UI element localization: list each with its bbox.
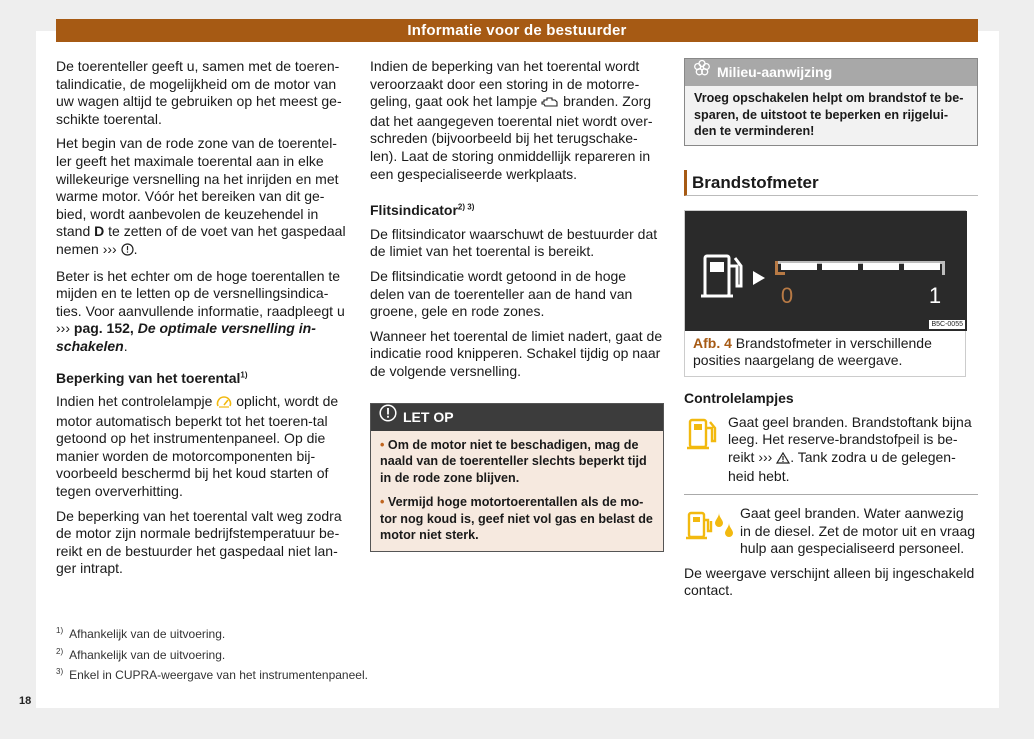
gauge-empty-label: 0 [780, 282, 794, 308]
page-reference-link[interactable]: pag. 152, [70, 320, 138, 337]
footnote-3: 3) Enkel in CUPRA-weergave van het instrumentenpaneel. [56, 667, 368, 682]
paragraph-shift-indication: Beter is het echter om de hoge toerentallen te mijden en te letten op de versnellingsindica-ties. Voor aanvullende informatie, raadpleegt u ››› pag. 152, De optimale versnelling in-schakelen. [56, 267, 345, 354]
chapter-header [56, 19, 978, 42]
gauge-pointer-icon [753, 271, 765, 285]
chapter-title: Informatie voor de bestuurder [407, 22, 627, 39]
warning-title: LET OP [403, 408, 454, 425]
heading-control-lamps: Controlelampjes [684, 389, 794, 406]
fuel-pump-icon [701, 256, 741, 296]
warning-box [370, 403, 664, 553]
warning-header [371, 404, 663, 431]
flower-icon [693, 59, 711, 86]
rpm-limit-lamp-icon [216, 395, 232, 413]
water-in-diesel-lamp-icon [686, 507, 736, 548]
warning-triangle-icon [776, 451, 790, 469]
figure-caption: Afb. 4 Brandstofmeter in verschillende posities naargelang de weergave. [693, 334, 932, 369]
paragraph-flash-3: Wanneer het toerental de limiet nadert, gaat de indicatie rood knipperen. Schakel tijdig op naar de volgende versnelling. [370, 327, 663, 379]
gear-position-d: D [94, 223, 105, 240]
column-1 [56, 58, 348, 585]
environment-note-text: Vroeg opschakelen helpt om brandstof te be-sparen, de uitstoot te beperken en rijgelui-den te verminderen! [694, 91, 964, 139]
lamp-row-fuel: Gaat geel branden. Brandstoftank bijna leeg. Het reserve-brandstofpeil is be-reikt ››› . Tank zodra u de gelegen-heid hebt. [684, 414, 978, 486]
column-3 [684, 58, 978, 607]
lamp-divider [684, 494, 978, 495]
footnotes [56, 624, 368, 686]
paragraph-display-note: De weergave verschijnt alleen bij ingeschakeld contact. [684, 564, 975, 599]
warning-item: • Vermijd hoge motortoerentallen als de mo-tor nog koud is, geef niet vol gas en belast de motor niet sterk. [380, 495, 653, 543]
figure-code: B5C-0055 [931, 320, 963, 328]
warning-body [371, 431, 663, 552]
paragraph-intro: De toerenteller geeft u, samen met de toeren-talindicatie, de mogelijkheid om de motor van uw wagen altijd te gebruiken op het meest ge-schikte toerental. [56, 58, 342, 127]
info-circle-icon [121, 243, 134, 261]
footnote-1: 1) Afhankelijk van de uitvoering. [56, 626, 226, 641]
fuel-level-segments [781, 263, 940, 270]
paragraph-limit-removed: De beperking van het toerental valt weg zodra de motor zijn normale bedrijfstemperatuur be-reikt en de bestuurder het gaspedaal niet lan-ger intrapt. [56, 507, 342, 577]
page-number: 18 [19, 695, 32, 707]
figure-number: Afb. 4 [693, 334, 732, 351]
footnote-2: 2) Afhankelijk van de uitvoering. [56, 646, 226, 662]
lamp-row-water-in-diesel: Gaat geel branden. Water aanwezig in de diesel. Zet de motor uit en vraag hulp aan gespecialiseerd personeel. [684, 505, 978, 558]
paragraph-flash-1: De flitsindicator waarschuwt de bestuurder dat de limiet van het toerental is bereikt. [370, 225, 658, 260]
paragraph-red-zone: Het begin van de rode zone van de toerentel-ler geeft het maximale toerental aan in elke willekeurige versnelling na het inrijden en met warme motor. Vóór het bereiken van dit ge-bied, wordt aanbevolen de keuzehendel in stand D te zetten of de voet van het gaspedaal nemen ››› . [56, 135, 348, 260]
fuel-lamp-icon [686, 416, 718, 457]
environment-note-header [685, 59, 977, 86]
heading-flash-indicator: Flitsindicator$^{2) 3)}$ [370, 202, 475, 219]
environment-note-box [684, 58, 978, 146]
footnote-ref-2-3: 2) 3) [457, 202, 475, 212]
reference-title[interactable]: De optimale versnelling in-schakelen [56, 320, 316, 354]
exclamation-icon [379, 404, 397, 431]
gauge-full-label: 1 [928, 282, 942, 308]
figure-fuel-gauge [684, 210, 966, 377]
environment-note-title: Milieu-aanwijzing [717, 64, 833, 80]
paragraph-engine-fault: Indien de beperking van het toerental wordt veroorzaakt door een storing in de motorre-geling, gaat ook het lampje branden. Zorg dat het aangegeven toerental niet wordt over-schreden (bijvoorbeeld bij het terugschake-len). Laat de storing onmiddellijk repareren in een gespecialiseerde werkplaats. [370, 58, 653, 182]
column-2 [370, 58, 664, 552]
fuel-gauge-image [685, 211, 967, 331]
paragraph-flash-2: De flitsindicatie wordt getoond in de hoge delen van de toerenteller aan de hand van groene, gele en rode zones. [370, 267, 633, 320]
paragraph-control-lamp: Indien het controlelampje oplicht, wordt de motor automatisch beperkt tot het toeren-tal getoond op het instrumentenpaneel. Op die manier worden de motorcomponenten bij-voorbeeld beschermd bij het koud starten of tegen oververhitting. [56, 393, 339, 500]
footnote-ref-1: 1) [240, 369, 248, 379]
section-title-fuel-gauge: Brandstofmeter [684, 170, 978, 196]
engine-icon [541, 95, 559, 113]
heading-rpm-limit: Beperking van het toerental$^{1)}$ [56, 369, 248, 386]
warning-item: • Om de motor niet te beschadigen, mag de naald van de toerenteller slechts beperkt tijd in de rode zone blijven. [380, 437, 647, 485]
